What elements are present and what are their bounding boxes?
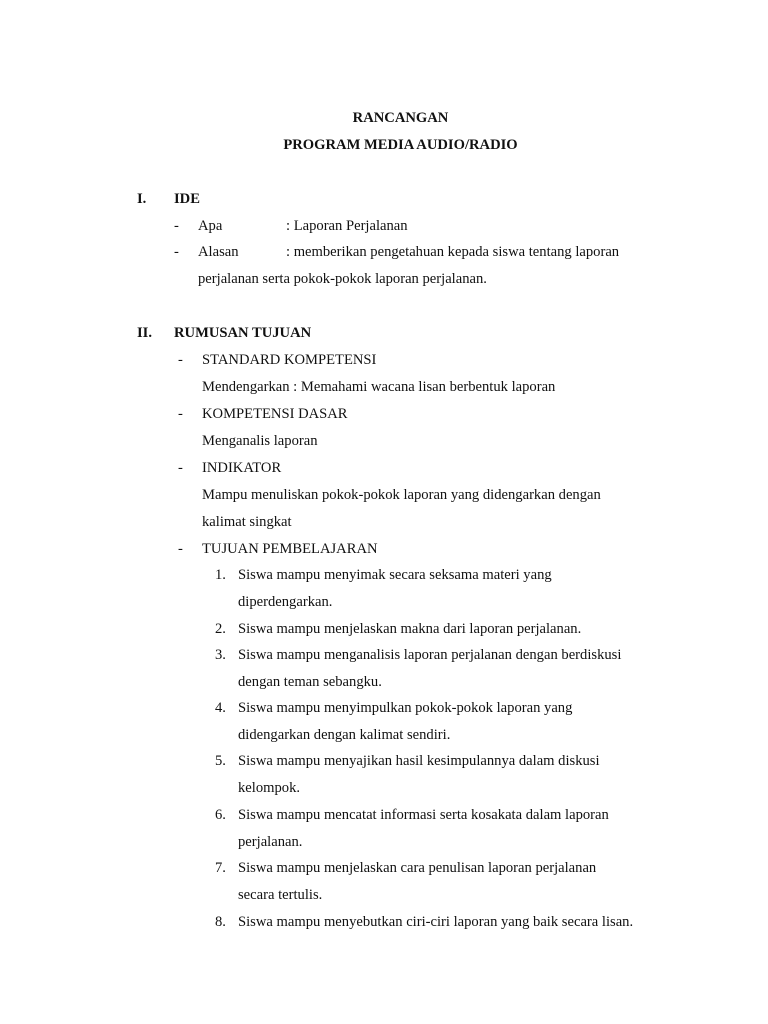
alasan-dash: - [174, 244, 179, 260]
indikator-dash: - [178, 460, 183, 476]
list-item-continuation: perjalanan. [238, 834, 303, 850]
section1-numeral: I. [137, 191, 147, 207]
apa-value: : Laporan Perjalanan [286, 218, 408, 234]
list-item: Siswa mampu menyimak secara seksama materi yang [238, 567, 552, 583]
alasan-value: : memberikan pengetahuan kepada siswa tentang laporan [286, 244, 620, 260]
list-item: Siswa mampu menyebutkan ciri-ciri laporan yang baik secara lisan. [238, 914, 634, 930]
kd-dash: - [178, 406, 183, 422]
list-item: Siswa mampu menjelaskan makna dari laporan perjalanan. [238, 621, 582, 637]
doc-title-line2: PROGRAM MEDIA AUDIO/RADIO [283, 137, 518, 153]
list-item-number: 2. [215, 621, 226, 637]
alasan-label: Alasan [198, 244, 239, 260]
sk-label: STANDARD KOMPETENSI [202, 352, 377, 368]
alasan-continuation: perjalanan serta pokok-pokok laporan perjalanan. [198, 271, 487, 287]
list-item-number: 8. [215, 914, 226, 930]
sk-dash: - [178, 352, 183, 368]
indikator-line2: kalimat singkat [202, 514, 292, 530]
list-item: Siswa mampu menganalisis laporan perjalanan dengan berdiskusi [238, 647, 622, 663]
sk-text: Mendengarkan : Memahami wacana lisan berbentuk laporan [202, 379, 556, 395]
section2-heading: RUMUSAN TUJUAN [174, 325, 312, 341]
section1-heading: IDE [174, 191, 200, 207]
list-item-continuation: didengarkan dengan kalimat sendiri. [238, 727, 451, 743]
list-item-continuation: diperdengarkan. [238, 594, 333, 610]
indikator-label: INDIKATOR [202, 460, 282, 476]
list-item-number: 6. [215, 807, 226, 823]
list-item-number: 5. [215, 753, 226, 769]
kd-text: Menganalis laporan [202, 433, 318, 449]
list-item: Siswa mampu menyimpulkan pokok-pokok laporan yang [238, 700, 573, 716]
doc-title-line1: RANCANGAN [352, 110, 449, 126]
tujuan-dash: - [178, 541, 183, 557]
list-item: Siswa mampu mencatat informasi serta kosakata dalam laporan [238, 807, 609, 823]
list-item-number: 4. [215, 700, 226, 716]
section2-numeral: II. [137, 325, 153, 341]
tujuan-label: TUJUAN PEMBELAJARAN [202, 541, 378, 557]
list-item: Siswa mampu menyajikan hasil kesimpulannya dalam diskusi [238, 753, 600, 769]
list-item: Siswa mampu menjelaskan cara penulisan laporan perjalanan [238, 860, 597, 876]
list-item-number: 1. [215, 567, 226, 583]
list-item-number: 3. [215, 647, 226, 663]
list-item-number: 7. [215, 860, 226, 876]
apa-label: Apa [198, 218, 223, 234]
list-item-continuation: secara tertulis. [238, 887, 323, 903]
list-item-continuation: kelompok. [238, 780, 301, 796]
apa-dash: - [174, 218, 179, 234]
list-item-continuation: dengan teman sebangku. [238, 674, 382, 690]
indikator-line1: Mampu menuliskan pokok-pokok laporan yang didengarkan dengan [202, 487, 601, 503]
kd-label: KOMPETENSI DASAR [202, 406, 348, 422]
